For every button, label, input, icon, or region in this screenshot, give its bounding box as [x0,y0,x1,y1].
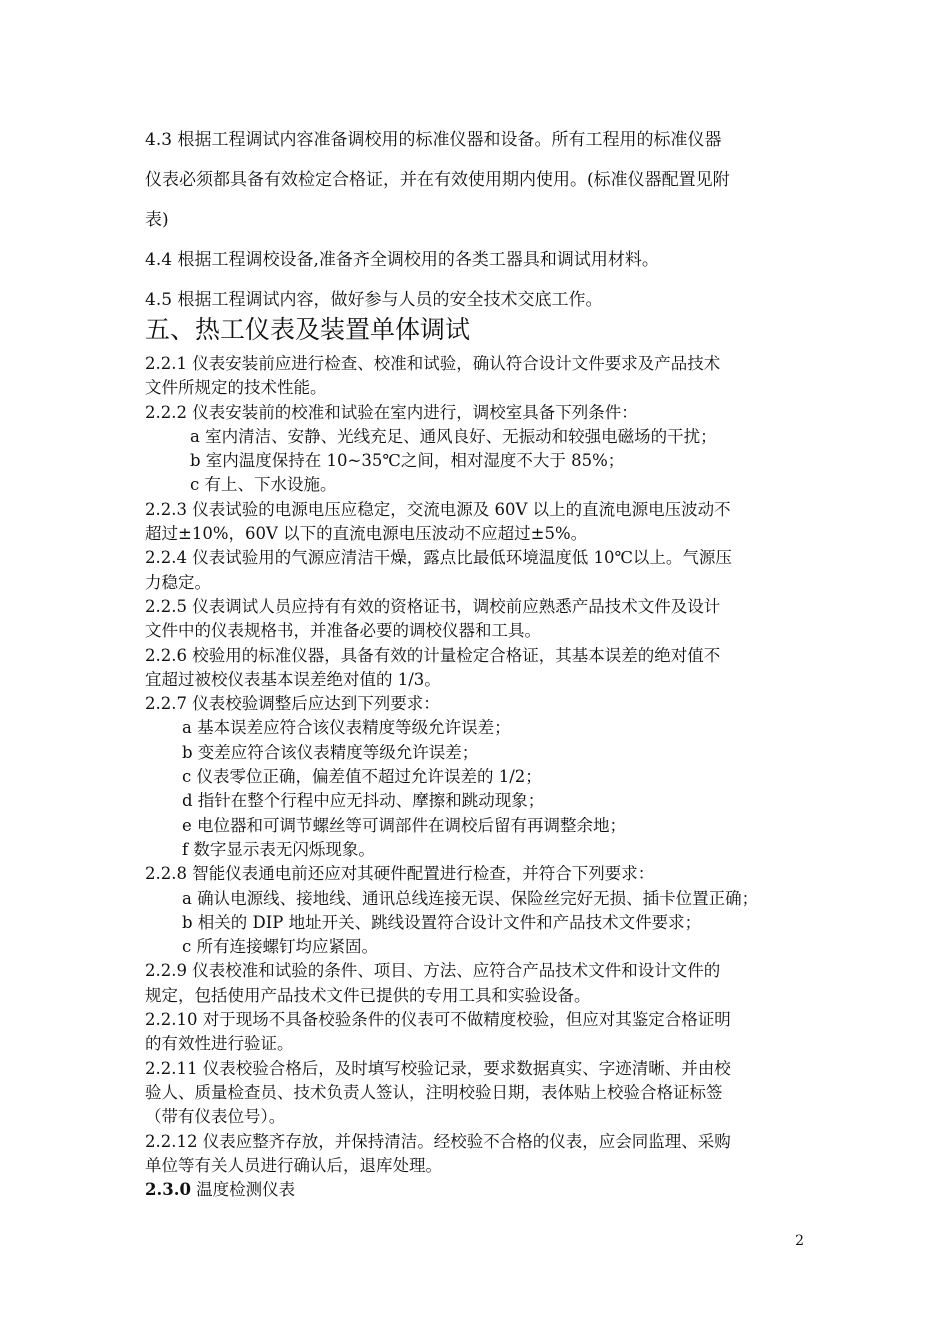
text-line: 规定，包括使用产品技术文件已提供的专用工具和实验设备。 [145,985,591,1005]
text-line: 验人、质量检查员、技术负责人签认，注明校验日期，表体贴上校验合格证标签 [145,1082,723,1102]
text-line: 的有效性进行验证。 [145,1034,294,1054]
paragraph-4-3-line3: 表) [145,210,169,230]
paragraph-4-3-line1: 4.3 根据工程调试内容准备调校用的标准仪器和设备。所有工程用的标准仪器 [145,130,722,150]
text-line: 单位等有关人员进行确认后，退库处理。 [145,1155,442,1175]
list-item: f 数字显示表无闪烁现象。 [182,839,375,859]
list-item: a 基本误差应符合该仪表精度等级允许误差； [182,718,511,738]
subsection-heading [145,1178,813,1202]
text-line: 2.2.1 仪表安装前应进行检查、校准和试验，确认符合设计文件要求及产品技术 [145,354,721,373]
list-item: c 仪表零位正确，偏差值不超过允许误差的 1/2； [182,767,542,787]
paragraph-4-3-line2: 仪表必须都具备有效检定合格证，并在有效使用期内使用。(标准仪器配置见附 [145,170,730,190]
subsection-title: 温度检测仪表 [190,1180,296,1200]
text-line: 2.2.7 仪表校验调整后应达到下列要求： [145,694,440,714]
text-line: 2.2.3 仪表试验的电源电压应稳定，交流电源及 60V 以上的直流电源电压波动不 [145,499,731,519]
list-item: a 确认电源线、接地线、通讯总线连接无误、保险丝完好无损、插卡位置正确； [182,888,759,908]
paragraph-4-4: 4.4 根据工程调校设备,准备齐全调校用的各类工器具和调试用材料。 [145,250,659,270]
text-line: 2.2.2 仪表安装前的校准和试验在室内进行，调校室具备下列条件： [145,402,638,422]
list-item: e 电位器和可调节螺丝等可调部件在调校后留有再调整余地； [182,815,627,835]
list-item: b 变差应符合该仪表精度等级允许误差； [182,742,479,762]
list-item: c 所有连接螺钉均应紧固。 [182,937,378,957]
text-line: 2.2.12 仪表应整齐存放，并保持清洁。经校验不合格的仪表，应会同监理、采购 [145,1131,731,1151]
text-line: 2.2.9 仪表校准和试验的条件、项目、方法、应符合产品技术文件和设计文件的 [145,961,721,981]
text-line: 文件所规定的技术性能。 [145,378,327,398]
section-title: 五、热工仪表及装置单体调试 [145,315,471,344]
text-line: 文件中的仪表规格书，并准备必要的调校仪器和工具。 [145,621,541,641]
text-line: 2.2.8 智能仪表通电前还应对其硬件配置进行检查，并符合下列要求： [145,864,655,884]
text-line: 宜超过被校仪表基本误差绝对值的 1/3。 [145,669,441,689]
text-line: 2.2.11 仪表校验合格后，及时填写校验记录，要求数据真实、字迹清晰、并由校 [145,1058,731,1078]
list-item: a 室内清洁、安静、光线充足、通风良好、无振动和较强电磁场的干扰； [190,426,717,446]
text-line: 2.2.5 仪表调试人员应持有有效的资格证书，调校前应熟悉产品技术文件及设计 [145,596,721,616]
subsection-number: 2.3.0 [145,1180,191,1200]
paragraph-4-5: 4.5 根据工程调试内容，做好参与人员的安全技术交底工作。 [145,290,603,310]
list-item: b 室内温度保持在 10~35℃之间，相对湿度不大于 85%； [190,451,625,471]
list-item: c 有上、下水设施。 [190,475,337,495]
text-line: 2.2.6 校验用的标准仪器，具备有效的计量检定合格证，其基本误差的绝对值不 [145,645,721,665]
text-line: 力稳定。 [145,572,211,592]
text-line: 超过±10%，60V 以下的直流电源电压波动不应超过±5%。 [145,524,588,544]
section-body [145,352,813,1202]
list-item: b 相关的 DIP 地址开关、跳线设置符合设计文件和产品技术文件要求； [182,912,702,932]
text-line: （带有仪表位号）。 [145,1107,286,1127]
page-number: 2 [795,1233,804,1249]
text-line: 2.2.10 对于现场不具备校验条件的仪表可不做精度校验，但应对其鉴定合格证明 [145,1010,731,1030]
text-line: 2.2.4 仪表试验用的气源应清洁干燥，露点比最低环境温度低 10℃以上。气源压 [145,548,732,568]
list-item: d 指针在整个行程中应无抖动、摩擦和跳动现象； [182,791,545,811]
